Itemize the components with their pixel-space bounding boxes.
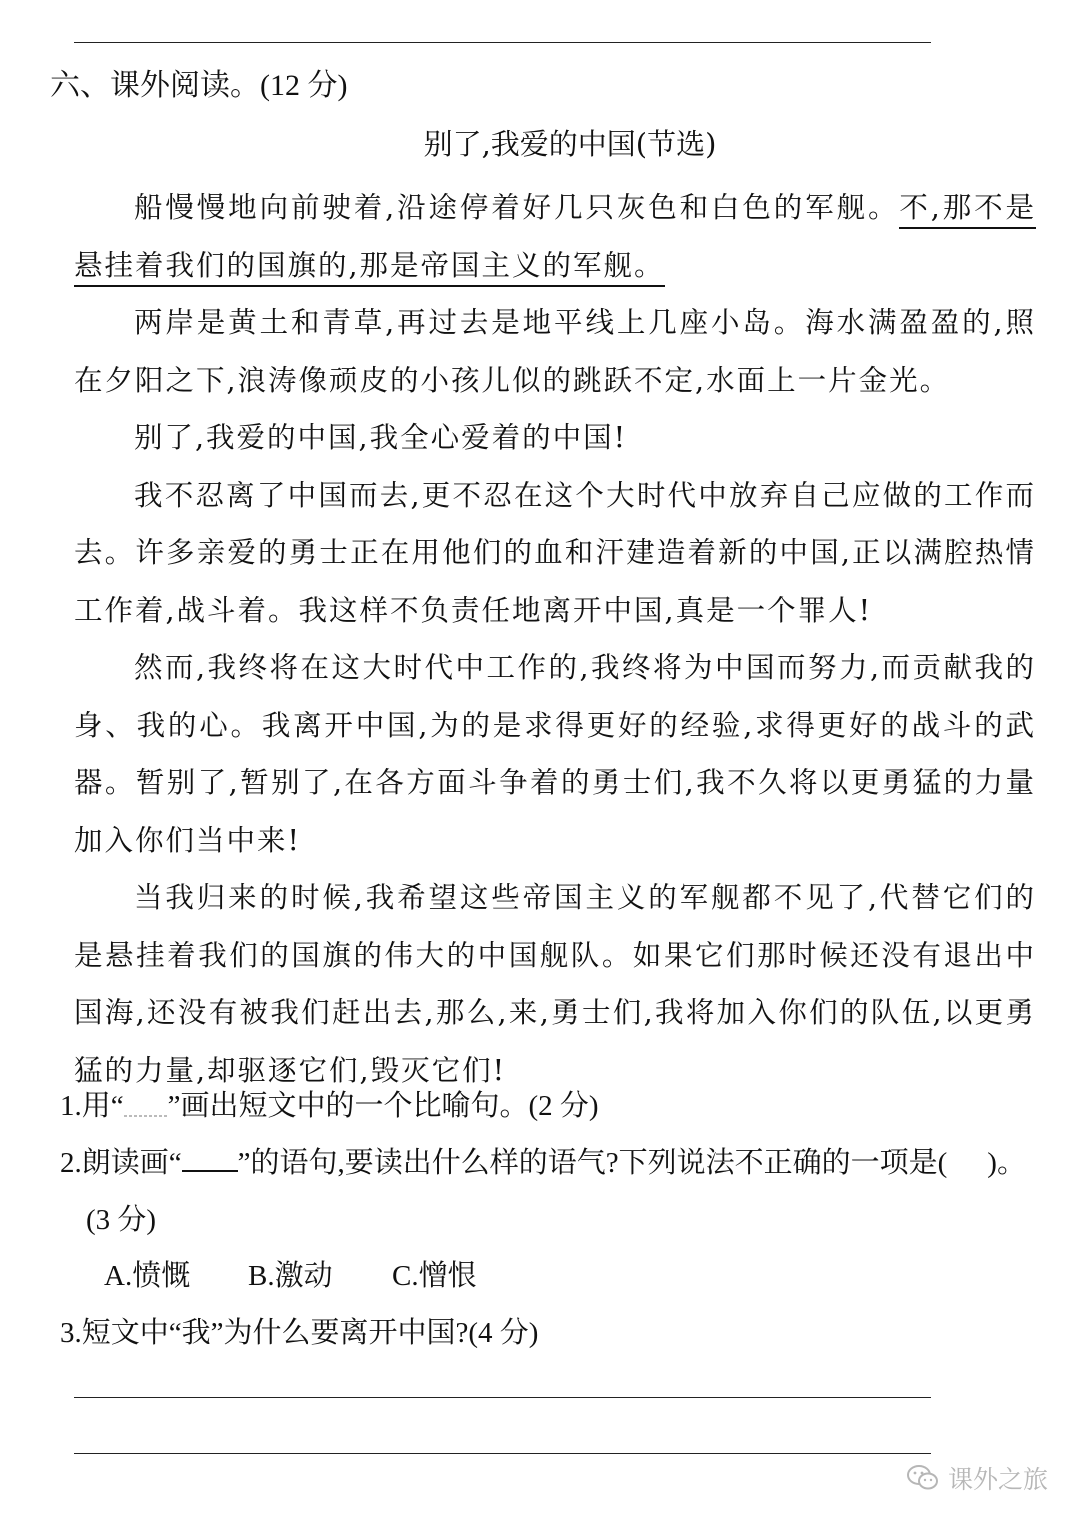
passage-title: 别了,我爱的中国(节选) — [423, 127, 717, 161]
question-3: 3.短文中“我”为什么要离开中国?(4 分) — [60, 1317, 539, 1349]
question-1 — [60, 1086, 599, 1126]
wavy-underline-sample — [124, 1103, 168, 1117]
watermark — [906, 1460, 1048, 1496]
question-1-text: ”画出短文中的一个比喻句。(2 分) — [167, 1090, 599, 1122]
top-answer-line — [74, 42, 931, 43]
wechat-icon — [906, 1463, 940, 1493]
question-2-options — [104, 1256, 477, 1296]
question-2-score: (3 分) — [86, 1204, 157, 1236]
passage-body — [74, 179, 1036, 1099]
underlined-sentence: 不,那不是悬挂着我们的国旗的,那是帝国主义的军舰。 — [74, 191, 1036, 287]
answer-line-1[interactable] — [74, 1397, 931, 1398]
paragraph-6: 当我归来的时候,我希望这些帝国主义的军舰都不见了,代替它们的是悬挂着我们的国旗的伟大的中国舰队。如果它们那时候还没有退出中国海,还没有被我们赶出去,那么,来,勇士们,我将加入你们的队伍,以更勇猛的力量,却驱逐它们,毁灭它们! — [74, 881, 1036, 1087]
question-2-text: ”的语句,要读出什么样的语气?下列说法不正确的一项是( — [237, 1147, 948, 1179]
paragraph-4: 我不忍离了中国而去,更不忍在这个大时代中放弃自己应做的工作而去。许多亲爱的勇士正在用他们的血和汗建造着新的中国,正以满腔热情工作着,战斗着。我这样不负责任地离开中国,真是一个罪人! — [74, 478, 1036, 627]
question-1-lead: 1.用“ — [60, 1090, 124, 1122]
paragraph-1 — [74, 179, 1036, 294]
straight-underline-sample — [182, 1152, 238, 1172]
option-c[interactable]: C.憎恨 — [392, 1260, 477, 1292]
paragraph-2: 两岸是黄土和青草,再过去是地平线上几座小岛。海水满盈盈的,照在夕阳之下,浪涛像顽皮的小孩儿似的跳跃不定,水面上一片金光。 — [74, 306, 1036, 397]
paragraph-1-lead: 船慢慢地向前驶着,沿途停着好几只灰色和白色的军舰。 — [134, 191, 900, 224]
section-heading: 六、课外阅读。(12 分) — [50, 69, 348, 102]
question-2-close: )。 — [987, 1147, 1026, 1179]
question-2 — [60, 1143, 1026, 1183]
answer-line-2[interactable] — [74, 1453, 931, 1454]
option-b[interactable]: B.激动 — [248, 1260, 333, 1292]
paragraph-5: 然而,我终将在这大时代中工作的,我终将为中国而努力,而贡献我的身、我的心。我离开中国,为的是求得更好的经验,求得更好的战斗的武器。暂别了,暂别了,在各方面斗争着的勇士们,我不久将以更勇猛的力量加入你们当中来! — [74, 651, 1036, 857]
question-2-lead: 2.朗读画“ — [60, 1147, 182, 1179]
paragraph-3: 别了,我爱的中国,我全心爱着的中国! — [134, 421, 628, 454]
watermark-text: 课外之旅 — [947, 1465, 1048, 1494]
option-a[interactable]: A.愤慨 — [104, 1260, 191, 1292]
